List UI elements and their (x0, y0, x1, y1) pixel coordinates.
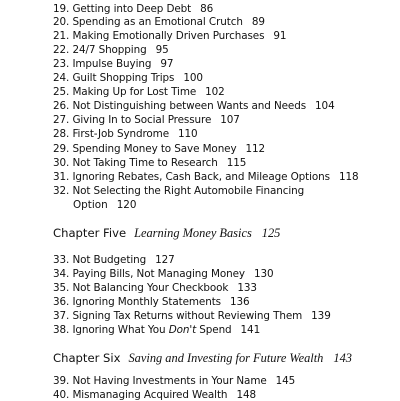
toc-entry-19: 19. Getting into Deep Debt 86 (53, 3, 214, 15)
toc-entry-33: 33. Not Budgeting 127 (53, 254, 175, 266)
chapter-label: Chapter Six (53, 351, 121, 365)
toc-entry-35: 35. Not Balancing Your Checkbook 133 (53, 282, 257, 294)
chapter-page: 143 (333, 351, 352, 365)
toc-entry-21: 21. Making Emotionally Driven Purchases 91 (53, 30, 287, 42)
toc-entry-25: 25. Making Up for Lost Time 102 (53, 86, 225, 98)
toc-entry-23: 23. Impulse Buying 97 (53, 58, 174, 70)
chapter-label: Chapter Five (53, 226, 127, 240)
chapter-title: Learning Money Basics (134, 226, 252, 240)
toc-entry-24: 24. Guilt Shopping Trips 100 (53, 72, 203, 84)
toc-entry-32-continuation: Option 120 (73, 199, 137, 211)
toc-entry-37: 37. Signing Tax Returns without Reviewing Them 139 (53, 310, 331, 322)
toc-entry-29: 29. Spending Money to Save Money 112 (53, 143, 266, 155)
chapter-title: Saving and Investing for Future Wealth (128, 351, 324, 365)
toc-entry-32: 32. Not Selecting the Right Automobile Financing (53, 185, 305, 197)
chapter-five-heading (53, 226, 280, 240)
toc-entry-40: 40. Mismanaging Acquired Wealth 148 (53, 389, 256, 401)
toc-entry-39: 39. Not Having Investments in Your Name 145 (53, 375, 296, 387)
toc-entry-38: 38. Ignoring What You Don't Spend 141 (53, 324, 261, 336)
chapter-page: 125 (261, 226, 281, 240)
chapter-six-heading (53, 351, 352, 365)
toc-entry-22: 22. 24/7 Shopping 95 (53, 44, 169, 56)
toc-entry-34: 34. Paying Bills, Not Managing Money 130 (53, 268, 274, 280)
toc-entry-26: 26. Not Distinguishing between Wants and Needs 104 (53, 100, 335, 112)
toc-entry-28: 28. First-Job Syndrome 110 (53, 128, 198, 140)
toc-entry-30: 30. Not Taking Time to Research 115 (53, 157, 247, 169)
toc-entry-27: 27. Giving In to Social Pressure 107 (53, 114, 240, 126)
toc-entry-36: 36. Ignoring Monthly Statements 136 (53, 296, 250, 308)
toc-entry-20: 20. Spending as an Emotional Crutch 89 (53, 16, 265, 28)
toc-entry-31: 31. Ignoring Rebates, Cash Back, and Mileage Options 118 (53, 171, 359, 183)
